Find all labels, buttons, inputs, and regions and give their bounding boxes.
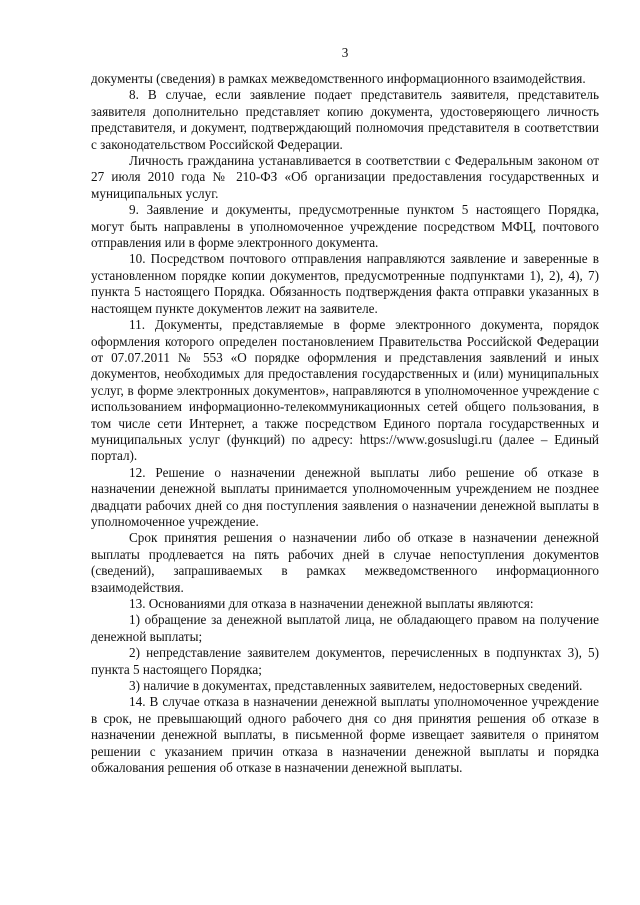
paragraph-11: 11. Документы, представляемые в форме электронного документа, порядок оформления которого определен постановлением Правительства Российской Федерации от 07.07.2011 № 553 «О порядке оформления и представления заявлений и иных документов, необходимых для предоставления государственных и (или) муниципальных услуг, в форме электронных документов», направляются в уполномоченное учреждение с использованием информационно-телекоммуникационных сетей общего пользования, в том числе сети Интернет, а также посредством Единого портала государственных и муниципальных услуг (функций) по адресу: https://www.gosuslugi.ru (далее – Единый портал).: [91, 317, 599, 464]
paragraph-decision-term: Срок принятия решения о назначении либо об отказе в назначении денежной выплаты продлевается на пять рабочих дней в случае непоступления документов (сведений), запрашиваемых в рамках межведомственного информационного взаимодействия.: [91, 530, 599, 595]
list-item-13-2: 2) непредставление заявителем документов, перечисленных в подпунктах 3), 5) пункта 5 настоящего Порядка;: [91, 645, 599, 677]
page-number: 3: [341, 45, 349, 60]
list-item-13-3: 3) наличие в документах, представленных заявителем, недостоверных сведений.: [129, 678, 583, 694]
paragraph-14: 14. В случае отказа в назначении денежной выплаты уполномоченное учреждение в срок, не превышающий одного рабочего дня со дня принятия решения об отказе в назначении денежной выплаты, в письменной форме извещает заявителя о принятом решении с указанием причин отказа в назначении денежной выплаты и порядка обжалования решения об отказе в назначении денежной выплаты.: [91, 694, 599, 776]
list-item-13-1: 1) обращение за денежной выплатой лица, не обладающего правом на получение денежной выплаты;: [91, 612, 599, 644]
paragraph-12: 12. Решение о назначении денежной выплаты либо решение об отказе в назначении денежной выплаты принимается уполномоченным учреждением не позднее двадцати рабочих дней со дня поступления заявления о назначении денежной выплаты в уполномоченное учреждение.: [91, 464, 599, 529]
paragraph-10: 10. Посредством почтового отправления направляются заявление и заверенные в установленном порядке копии документов, предусмотренные подпунктами 1), 2), 4), 7) пункта 5 настоящего Порядка. Обязанность подтверждения факта отправки указанных в настоящем пункте документов лежит на заявителе.: [91, 251, 599, 316]
paragraph-continuation: документы (сведения) в рамках межведомственного информационного взаимодействия.: [91, 71, 586, 86]
document-page: [91, 45, 599, 776]
paragraph-identity: Личность гражданина устанавливается в соответствии с Федеральным законом от 27 июля 2010 года № 210-ФЗ «Об организации предоставления государственных и муниципальных услуг.: [91, 153, 599, 201]
paragraph-9: 9. Заявление и документы, предусмотренные пунктом 5 настоящего Порядка, могут быть направлены в уполномоченное учреждение посредством МФЦ, почтового отправления или в форме электронного документа.: [91, 202, 599, 251]
paragraph-13: 13. Основаниями для отказа в назначении денежной выплаты являются:: [129, 596, 534, 611]
paragraph-8: 8. В случае, если заявление подает представитель заявителя, представитель заявителя дополнительно представляет копию документа, удостоверяющего личность представителя, и документ, подтверждающий полномочия представителя в соответствии с законодательством Российской Федерации.: [91, 87, 599, 152]
